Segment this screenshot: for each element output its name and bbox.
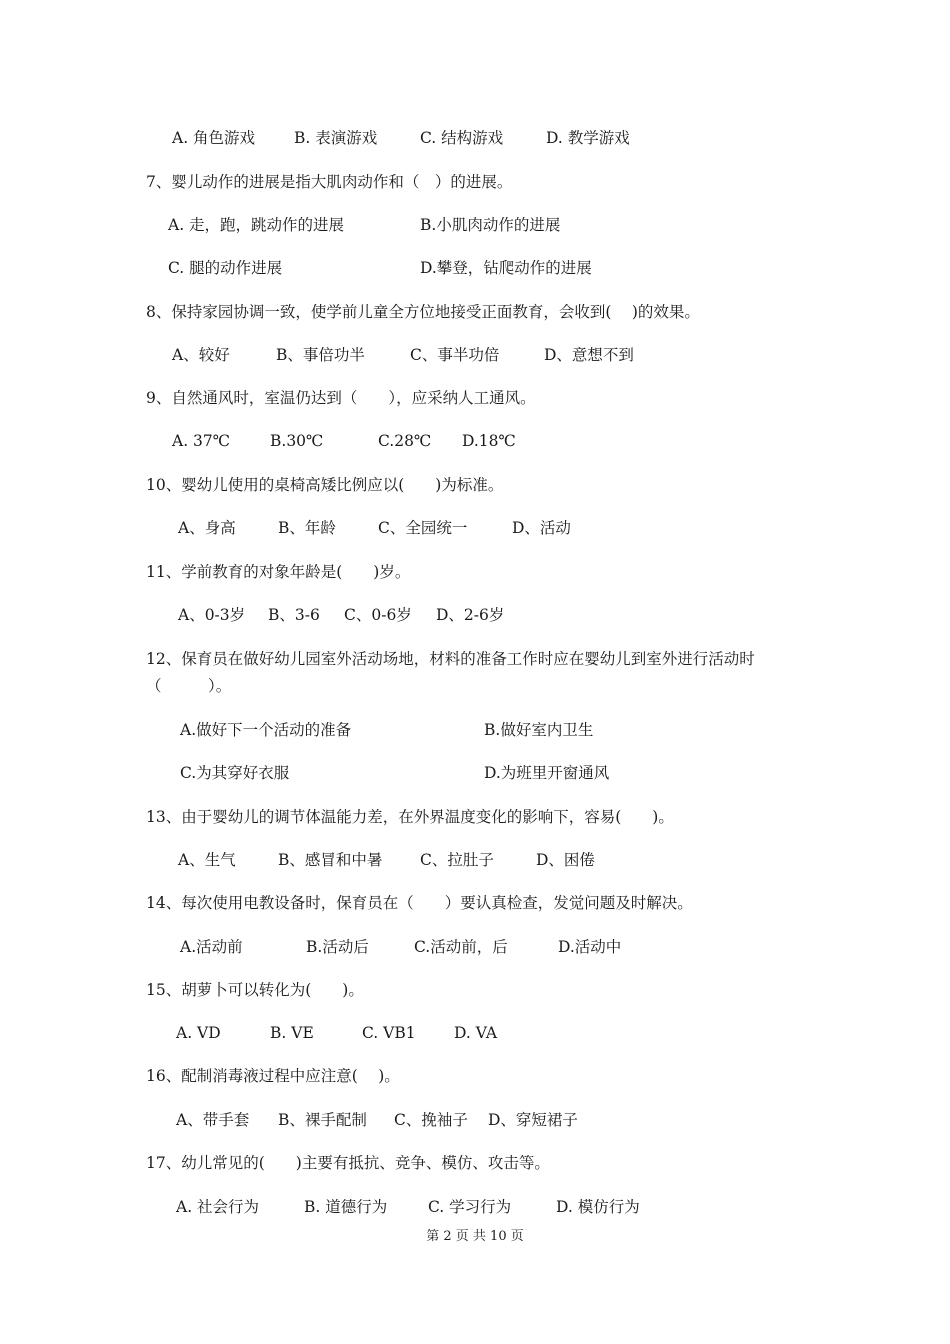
- q17-option-a: A. 社会行为: [176, 1198, 260, 1216]
- q17-stem: 17、幼儿常见的( )主要有抵抗、竞争、模仿、攻击等。: [146, 1154, 550, 1172]
- q13-option-c: C、拉肚子: [420, 851, 494, 869]
- q9-option-a: A. 37℃: [172, 432, 231, 450]
- q11-option-b: B、3-6: [268, 606, 320, 624]
- q6-option-c: C. 结构游戏: [420, 129, 504, 147]
- q16-option-d: D、穿短裙子: [488, 1111, 578, 1129]
- q15-stem: 15、胡萝卜可以转化为( )。: [146, 981, 364, 999]
- q11-option-d: D、2-6岁: [436, 606, 505, 624]
- q16-option-c: C、挽袖子: [394, 1111, 468, 1129]
- q8-stem: 8、保持家园协调一致，使学前儿童全方位地接受正面教育，会收到( )的效果。: [146, 303, 700, 321]
- q9-option-d: D.18℃: [462, 432, 516, 450]
- q14-stem: 14、每次使用电教设备时，保育员在（ ）要认真检查，发觉问题及时解决。: [146, 894, 693, 912]
- q6-option-b: B. 表演游戏: [294, 129, 378, 147]
- q8-option-d: D、意想不到: [544, 346, 634, 364]
- q10-option-b: B、年龄: [278, 519, 336, 537]
- q10-stem: 10、婴幼儿使用的桌椅高矮比例应以( )为标准。: [146, 476, 504, 494]
- q16-option-b: B、裸手配制: [278, 1111, 367, 1129]
- q12-stem-line1: 12、保育员在做好幼儿园室外活动场地，材料的准备工作时应在婴幼儿到室外进行活动时: [146, 650, 755, 668]
- page-number: 第 2 页 共 10 页: [426, 1229, 524, 1244]
- q9-option-c: C.28℃: [378, 432, 432, 450]
- q16-option-a: A、带手套: [176, 1111, 250, 1129]
- q12-stem-line2: （ ）。: [146, 677, 232, 695]
- q7-option-c: C. 腿的动作进展: [168, 259, 283, 277]
- q11-option-c: C、0-6岁: [344, 606, 412, 624]
- q14-option-d: D.活动中: [558, 938, 622, 956]
- q10-option-d: D、活动: [512, 519, 571, 537]
- q17-option-d: D. 模仿行为: [556, 1198, 640, 1216]
- q9-stem: 9、自然通风时，室温仍达到（ ），应采纳人工通风。: [146, 389, 536, 407]
- q7-option-b: B.小肌肉动作的进展: [420, 216, 561, 234]
- q12-option-c: C.为其穿好衣服: [180, 764, 290, 782]
- q7-option-d: D.攀登，钻爬动作的进展: [420, 259, 592, 277]
- q16-stem: 16、配制消毒液过程中应注意( )。: [146, 1067, 400, 1085]
- q13-option-d: D、困倦: [536, 851, 595, 869]
- q17-option-c: C. 学习行为: [428, 1198, 512, 1216]
- q8-option-b: B、事倍功半: [276, 346, 365, 364]
- q9-option-b: B.30℃: [270, 432, 324, 450]
- q6-option-a: A. 角色游戏: [172, 129, 256, 147]
- q12-option-b: B.做好室内卫生: [484, 721, 594, 739]
- q15-option-b: B. VE: [270, 1024, 314, 1042]
- q10-option-a: A、身高: [178, 519, 236, 537]
- q15-option-c: C. VB1: [362, 1024, 416, 1042]
- q8-option-c: C、事半功倍: [410, 346, 500, 364]
- q14-option-a: A.活动前: [180, 938, 243, 956]
- q7-option-a: A. 走，跑，跳动作的进展: [168, 216, 345, 234]
- q11-option-a: A、0-3岁: [178, 606, 246, 624]
- q14-option-b: B.活动后: [306, 938, 369, 956]
- q6-option-d: D. 教学游戏: [546, 129, 630, 147]
- q8-option-a: A、较好: [172, 346, 230, 364]
- q13-option-a: A、生气: [178, 851, 236, 869]
- q15-option-a: A. VD: [176, 1024, 221, 1042]
- q7-stem: 7、婴儿动作的进展是指大肌肉动作和（ ）的进展。: [146, 173, 513, 191]
- q12-option-d: D.为班里开窗通风: [484, 764, 610, 782]
- q11-stem: 11、学前教育的对象年龄是( )岁。: [146, 563, 411, 581]
- q12-option-a: A.做好下一个活动的准备: [180, 721, 352, 739]
- q13-stem: 13、由于婴幼儿的调节体温能力差，在外界温度变化的影响下，容易( )。: [146, 808, 674, 826]
- q15-option-d: D. VA: [454, 1024, 498, 1042]
- q10-option-c: C、全园统一: [378, 519, 468, 537]
- q13-option-b: B、感冒和中暑: [278, 851, 383, 869]
- q14-option-c: C.活动前，后: [414, 938, 508, 956]
- q17-option-b: B. 道德行为: [304, 1198, 388, 1216]
